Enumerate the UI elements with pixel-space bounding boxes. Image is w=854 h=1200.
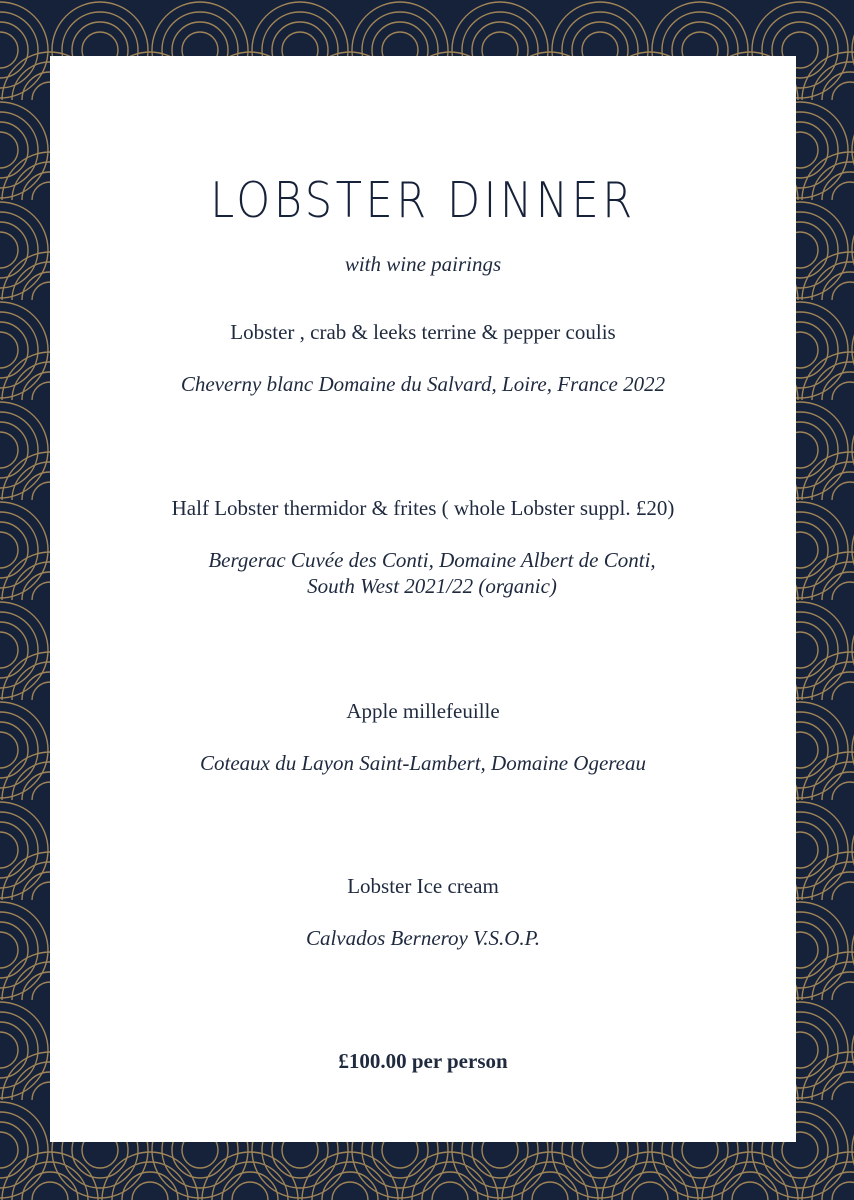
course-2-wine-line-2: South West 2021/22 (organic) bbox=[307, 574, 557, 598]
course-4-wine: Calvados Berneroy V.S.O.P. bbox=[305, 926, 541, 950]
course-4-dish: Lobster Ice cream bbox=[347, 874, 499, 898]
course-3-dish: Apple millefeuille bbox=[346, 699, 500, 723]
course-1-dish: Lobster , crab & leeks terrine & pepper coulis bbox=[230, 320, 616, 344]
menu-card bbox=[50, 56, 796, 1142]
course-3-wine: Coteaux du Layon Saint-Lambert, Domaine Ogereau bbox=[199, 751, 646, 775]
menu-title: LOBSTER DINNER bbox=[210, 172, 636, 229]
course-1-wine: Cheverny blanc Domaine du Salvard, Loire, France 2022 bbox=[180, 372, 666, 396]
course-2-dish: Half Lobster thermidor & frites ( whole Lobster suppl. £20) bbox=[171, 496, 675, 520]
course-2-wine-line-1: Bergerac Cuvée des Conti, Domaine Albert de Conti, bbox=[208, 548, 656, 572]
menu-subtitle: with wine pairings bbox=[344, 252, 502, 276]
price-per-person: £100.00 per person bbox=[338, 1049, 508, 1073]
